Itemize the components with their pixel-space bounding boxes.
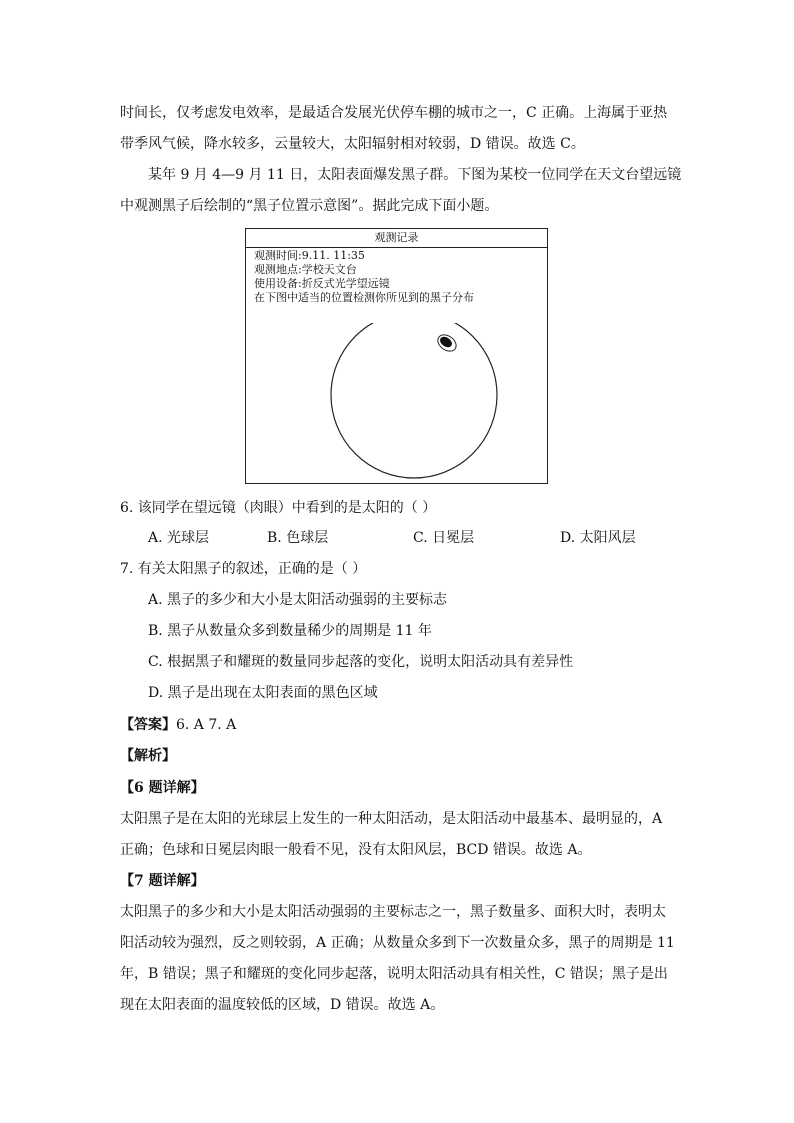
intro-line1: 某年 9 月 4—9 月 11 日，太阳表面爆发黑子群。下图为某校一位同学在天文台望远镜 [148, 167, 682, 183]
detail7-line3: 年，B 错误；黑子和耀斑的变化同步起落，说明太阳活动具有相关性，C 错误；黑子是出 [120, 966, 668, 982]
detail7-line1: 太阳黑子的多少和大小是太阳活动强弱的主要标志之一，黑子数量多、面积大时，表明太 [120, 904, 666, 920]
detail7-label: 【7 题详解】 [120, 873, 205, 889]
q6-stem: 6. 该同学在望远镜（肉眼）中看到的是太阳的（ ） [120, 500, 437, 516]
q7-option-c: C. 根据黑子和耀斑的数量同步起落的变化，说明太阳活动具有差异性 [148, 654, 574, 670]
intro-line2: 中观测黑子后绘制的“黑子位置示意图”。据此完成下面小题。 [120, 198, 499, 214]
detail7-line2: 阳活动较为强烈，反之则较弱，A 正确；从数量众多到下一次数量众多，黑子的周期是 11 [120, 935, 675, 951]
q6-option-d: D. 太阳风层 [560, 530, 636, 546]
sun-disk-diagram [330, 323, 500, 483]
detail6-label: 【6 题详解】 [120, 780, 205, 796]
q6-option-b: B. 色球层 [267, 530, 329, 546]
detail6-line1: 太阳黑子是在太阳的光球层上发生的一种太阳活动，是太阳活动中最基本、最明显的，A [120, 811, 663, 827]
detail6-line2: 正确；色球和日冕层肉眼一般看不见，没有太阳风层，BCD 错误。故选 A。 [120, 842, 592, 858]
q6-option-a: A. 光球层 [148, 530, 210, 546]
q7-stem: 7. 有关太阳黑子的叙述，正确的是（ ） [120, 561, 367, 577]
sunspot-observation-figure [245, 228, 548, 484]
answer-text: 6. A 7. A [176, 717, 237, 733]
q7-option-d: D. 黑子是出现在太阳表面的黑色区域 [148, 685, 378, 701]
q7-option-a: A. 黑子的多少和大小是太阳活动强弱的主要标志 [148, 592, 448, 608]
answer-label: 【答案】 [120, 717, 176, 733]
figure-device: 使用设备:折反式光学望远镜 [254, 277, 390, 290]
q6-option-c: C. 日冕层 [413, 530, 475, 546]
figure-place: 观测地点:学校天文台 [254, 263, 357, 276]
analysis-label: 【解析】 [120, 748, 176, 764]
figure-notes [254, 249, 474, 305]
figure-title: 观测记录 [246, 229, 547, 248]
para1-line2: 带季风气候，降水较多，云量较大，太阳辐射相对较弱，D 错误。故选 C。 [120, 136, 585, 152]
figure-instruction: 在下图中适当的位置检测你所见到的黑子分布 [254, 291, 474, 304]
detail7-line4: 现在太阳表面的温度较低的区域，D 错误。故选 A。 [120, 997, 445, 1013]
q7-option-b: B. 黑子从数量众多到数量稀少的周期是 11 年 [148, 623, 432, 639]
sun-disk [331, 323, 497, 478]
answer-line [120, 715, 236, 735]
figure-time: 观测时间:9.11. 11:35 [254, 249, 365, 262]
para1-line1: 时间长，仅考虑发电效率，是最适合发展光伏停车棚的城市之一，C 正确。上海属于亚热 [120, 105, 668, 121]
